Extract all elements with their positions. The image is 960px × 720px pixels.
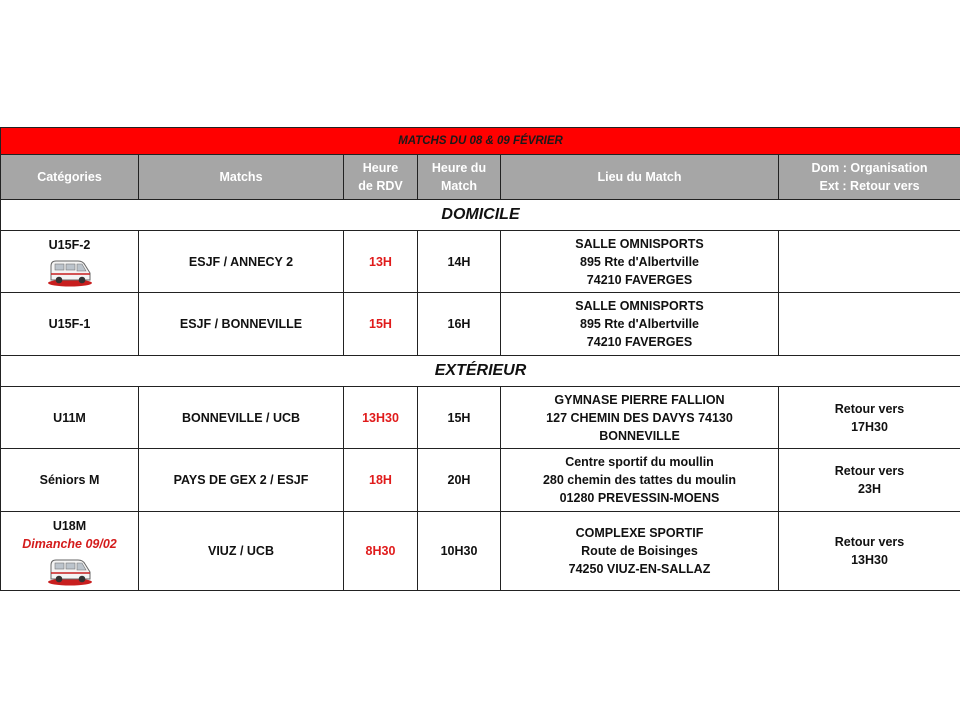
header-lieu: Lieu du Match <box>501 155 779 200</box>
table-row <box>1 512 960 591</box>
category-cell: U15F-1 <box>1 293 139 356</box>
venue-cell <box>501 449 779 512</box>
table-title: MATCHS DU 08 & 09 FÉVRIER <box>1 128 960 155</box>
note-line: Retour vers <box>834 535 905 549</box>
header-rdv-line2: de RDV <box>358 179 403 193</box>
category-cell: U11M <box>1 387 139 449</box>
note-cell <box>779 449 960 512</box>
kickoff-time-cell: 14H <box>418 231 501 293</box>
venue-line: 127 CHEMIN DES DAVYS 74130 <box>546 410 733 425</box>
venue-cell <box>501 293 779 356</box>
rdv-time-cell: 8H30 <box>344 512 418 591</box>
table-row <box>1 231 960 293</box>
note-cell <box>779 387 960 449</box>
category-cell <box>1 231 139 293</box>
note-cell <box>779 231 960 293</box>
rdv-time-cell: 18H <box>344 449 418 512</box>
header-match-time <box>418 155 501 200</box>
rdv-time-cell: 15H <box>344 293 418 356</box>
venue-line: 895 Rte d'Albertville <box>580 317 699 331</box>
venue-line: 895 Rte d'Albertville <box>580 254 699 269</box>
kickoff-time-cell: 15H <box>418 387 501 449</box>
venue-line: 74210 FAVERGES <box>586 335 693 349</box>
category-label: U18M <box>52 518 87 533</box>
table-row <box>1 449 960 512</box>
rdv-time-cell: 13H <box>344 231 418 293</box>
header-row <box>1 155 960 200</box>
note-cell <box>779 512 960 591</box>
venue-line: 74250 VIUZ-EN-SALLAZ <box>568 562 711 576</box>
header-rdv <box>344 155 418 200</box>
venue-cell <box>501 512 779 591</box>
section-away-row <box>1 356 960 387</box>
match-schedule-table <box>0 127 960 591</box>
venue-line: BONNEVILLE <box>599 428 680 443</box>
note-line: Retour vers <box>834 401 905 416</box>
van-icon <box>46 255 94 287</box>
title-row <box>1 128 960 155</box>
category-cell: Séniors M <box>1 449 139 512</box>
match-cell: VIUZ / UCB <box>139 512 344 591</box>
category-label: U15F-2 <box>48 238 91 252</box>
match-cell: PAYS DE GEX 2 / ESJF <box>139 449 344 512</box>
note-line: 13H30 <box>851 553 888 567</box>
venue-line: COMPLEXE SPORTIF <box>575 526 704 540</box>
kickoff-time-cell: 20H <box>418 449 501 512</box>
header-match-line2: Match <box>440 179 478 193</box>
note-line: 23H <box>858 482 881 496</box>
header-match-line1: Heure du <box>431 161 487 175</box>
header-rdv-line1: Heure <box>362 161 399 175</box>
header-dom-line1: Dom : Organisation <box>811 161 928 175</box>
header-dom-line2: Ext : Retour vers <box>819 179 920 193</box>
venue-line: 01280 PREVESSIN-MOENS <box>559 491 720 505</box>
venue-line: SALLE OMNISPORTS <box>575 236 704 251</box>
category-cell <box>1 512 139 591</box>
note-line: 17H30 <box>851 419 888 434</box>
header-dom-ext <box>779 155 960 200</box>
section-away: EXTÉRIEUR <box>1 356 960 387</box>
venue-cell <box>501 231 779 293</box>
venue-cell <box>501 387 779 449</box>
rdv-time-cell: 13H30 <box>344 387 418 449</box>
match-cell: ESJF / ANNECY 2 <box>139 231 344 293</box>
match-cell: ESJF / BONNEVILLE <box>139 293 344 356</box>
header-categories: Catégories <box>1 155 139 200</box>
section-home: DOMICILE <box>1 200 960 231</box>
venue-line: GYMNASE PIERRE FALLION <box>554 392 725 407</box>
venue-line: 74210 FAVERGES <box>586 272 693 287</box>
table-row <box>1 387 960 449</box>
venue-line: Route de Boisinges <box>581 544 698 558</box>
match-cell: BONNEVILLE / UCB <box>139 387 344 449</box>
van-icon <box>46 554 94 586</box>
section-home-row <box>1 200 960 231</box>
note-cell <box>779 293 960 356</box>
category-date: Dimanche 09/02 <box>22 536 117 551</box>
kickoff-time-cell: 16H <box>418 293 501 356</box>
venue-line: SALLE OMNISPORTS <box>575 299 704 313</box>
table-row <box>1 293 960 356</box>
kickoff-time-cell: 10H30 <box>418 512 501 591</box>
venue-line: 280 chemin des tattes du moulin <box>542 473 737 487</box>
venue-line: Centre sportif du moullin <box>565 455 714 469</box>
note-line: Retour vers <box>834 464 905 478</box>
header-matchs: Matchs <box>139 155 344 200</box>
